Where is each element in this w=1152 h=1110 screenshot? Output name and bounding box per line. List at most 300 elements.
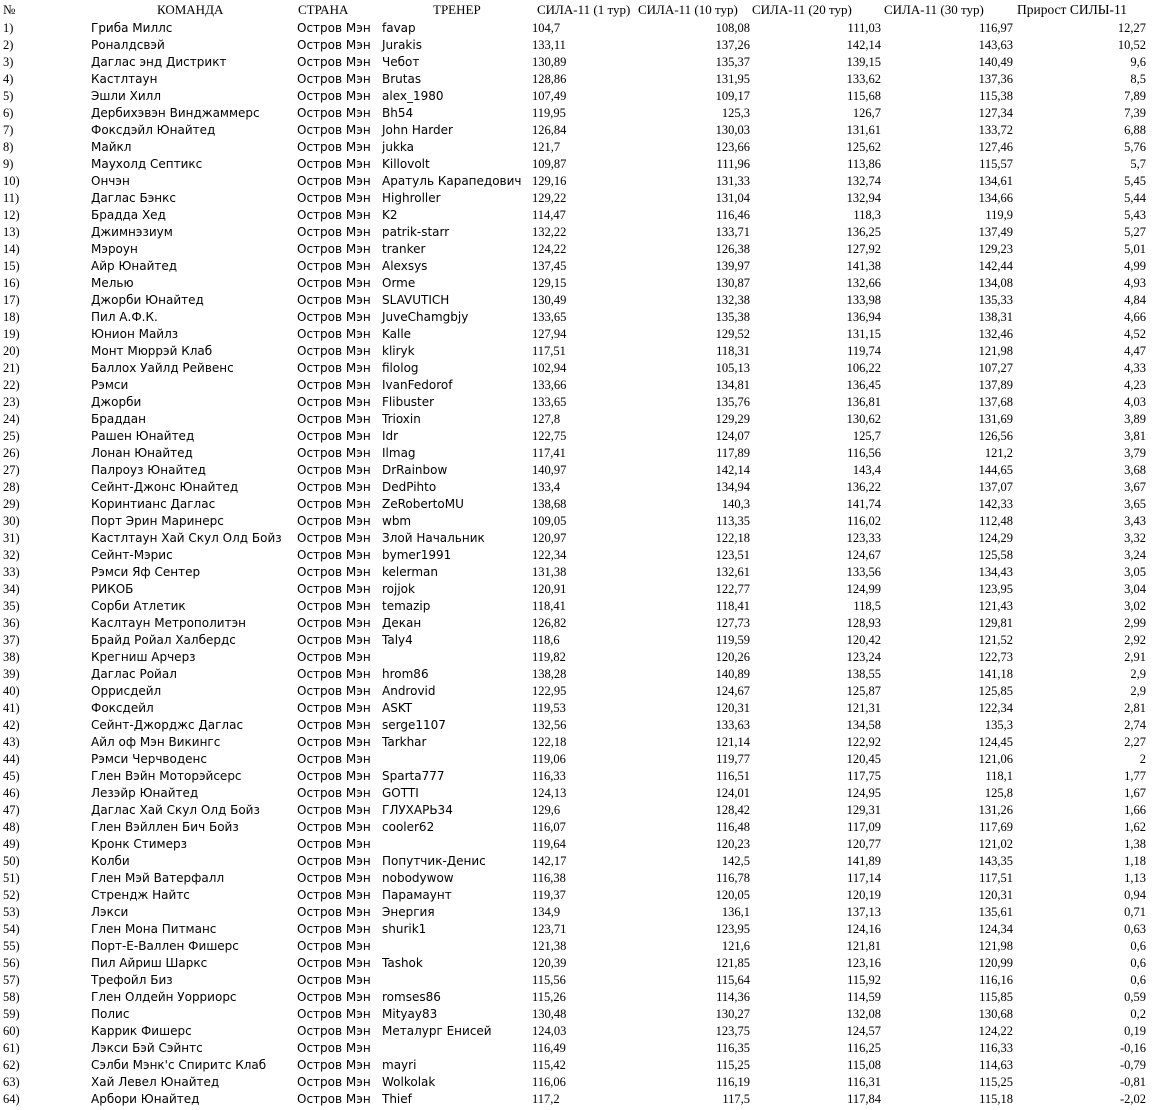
team-name: Джорби Юнайтед: [91, 293, 204, 307]
country: Остров Мэн: [297, 752, 371, 766]
strength-round-1: 115,56: [532, 973, 566, 987]
table-row: [0, 156, 1152, 173]
strength-round-10: 126,38: [715, 242, 750, 256]
country: Остров Мэн: [297, 123, 371, 137]
country: Остров Мэн: [297, 718, 371, 732]
table-row: [0, 632, 1152, 649]
strength-round-30: 135,3: [984, 718, 1013, 732]
country: Остров Мэн: [297, 140, 371, 154]
country: Остров Мэн: [297, 650, 371, 664]
team-name: Глен Вэйн Моторэйсерс: [91, 769, 242, 783]
strength-round-30: 118,1: [985, 769, 1013, 783]
strength-round-10: 116,51: [716, 769, 750, 783]
strength-gain: 5,01: [1124, 242, 1146, 256]
team-name: Эшли Хилл: [91, 89, 162, 103]
country: Остров Мэн: [297, 701, 371, 715]
team-name: Колби: [91, 854, 130, 868]
team-name: Пил А.Ф.К.: [91, 310, 158, 324]
strength-round-30: 131,69: [978, 412, 1013, 426]
header-strength-gain: Прирост СИЛЫ-11: [1017, 2, 1128, 17]
strength-gain: 0,94: [1124, 888, 1146, 902]
table-row: [0, 751, 1152, 768]
strength-round-10: 131,95: [715, 72, 750, 86]
country: Остров Мэн: [297, 327, 371, 341]
team-name: Фоксдейл: [91, 701, 154, 715]
strength-round-30: 144,65: [978, 463, 1013, 477]
strength-round-10: 119,77: [716, 752, 750, 766]
strength-round-30: 137,36: [978, 72, 1013, 86]
country: Остров Мэн: [297, 888, 371, 902]
table-row: [0, 292, 1152, 309]
team-name: Порт-Е-Валлен Фишерс: [91, 939, 239, 953]
strength-round-10: 121,6: [721, 939, 750, 953]
country: Остров Мэн: [297, 72, 371, 86]
team-name: Лезэйр Юнайтед: [91, 786, 199, 800]
strength-round-1: 104,7: [532, 21, 561, 35]
strength-gain: 0,59: [1124, 990, 1146, 1004]
strength-round-10: 130,87: [715, 276, 750, 290]
row-number: 60): [3, 1024, 20, 1038]
strength-round-20: 132,94: [846, 191, 881, 205]
table-row: [0, 20, 1152, 37]
row-number: 40): [3, 684, 20, 698]
country: Остров Мэн: [297, 599, 371, 613]
strength-round-20: 139,15: [846, 55, 881, 69]
country: Остров Мэн: [297, 21, 371, 35]
strength-round-20: 121,31: [846, 701, 881, 715]
row-number: 9): [3, 157, 14, 171]
country: Остров Мэн: [297, 803, 371, 817]
strength-gain: 0,6: [1130, 939, 1146, 953]
strength-round-1: 119,53: [532, 701, 566, 715]
strength-round-1: 127,94: [532, 327, 567, 341]
coach-name: jukka: [382, 140, 414, 154]
strength-round-1: 122,75: [532, 429, 567, 443]
strength-round-1: 132,56: [532, 718, 567, 732]
strength-round-20: 115,08: [847, 1058, 881, 1072]
strength-gain: 2,81: [1124, 701, 1146, 715]
table-row: [0, 955, 1152, 972]
strength-round-1: 116,38: [532, 871, 566, 885]
strength-round-30: 120,31: [978, 888, 1013, 902]
strength-round-30: 129,23: [978, 242, 1013, 256]
strength-round-1: 133,4: [532, 480, 561, 494]
country: Остров Мэн: [297, 735, 371, 749]
strength-round-30: 124,22: [978, 1024, 1013, 1038]
strength-round-30: 124,34: [978, 922, 1013, 936]
strength-gain: 2,27: [1124, 735, 1146, 749]
strength-round-30: 121,98: [978, 344, 1013, 358]
strength-round-20: 133,98: [846, 293, 881, 307]
strength-gain: 3,24: [1124, 548, 1146, 562]
coach-name: romses86: [382, 990, 441, 1004]
coach-name: wbm: [382, 514, 412, 528]
strength-gain: 0,6: [1130, 956, 1146, 970]
strength-round-20: 130,62: [846, 412, 881, 426]
strength-round-1: 116,06: [532, 1075, 566, 1089]
strength-gain: 3,79: [1124, 446, 1146, 460]
strength-round-30: 115,57: [979, 157, 1013, 171]
strength-round-30: 130,68: [978, 1007, 1013, 1021]
strength-gain: 0,63: [1124, 922, 1146, 936]
strength-round-10: 135,38: [715, 310, 750, 324]
strength-round-1: 109,05: [532, 514, 567, 528]
table-row: [0, 122, 1152, 139]
coach-name: Androvid: [382, 684, 436, 698]
strength-round-20: 131,15: [846, 327, 881, 341]
row-number: 10): [3, 174, 20, 188]
strength-round-30: 126,56: [978, 429, 1013, 443]
strength-round-10: 108,08: [715, 21, 750, 35]
strength-gain: 1,66: [1124, 803, 1146, 817]
strength-round-30: 140,49: [978, 55, 1013, 69]
table-row: [0, 496, 1152, 513]
coach-name: DedPihto: [382, 480, 437, 494]
strength-round-10: 115,64: [716, 973, 750, 987]
strength-gain: 2,92: [1124, 633, 1146, 647]
strength-round-1: 133,65: [532, 395, 567, 409]
strength-round-10: 124,67: [715, 684, 750, 698]
strength-gain: 2,91: [1124, 650, 1146, 664]
team-name: Глен Мэй Ватерфалл: [91, 871, 225, 885]
strength-round-1: 116,07: [532, 820, 566, 834]
strength-gain: 2,74: [1124, 718, 1146, 732]
team-name: Лэкси: [91, 905, 129, 919]
strength-round-1: 119,06: [532, 752, 566, 766]
strength-round-1: 130,48: [532, 1007, 567, 1021]
strength-round-1: 129,16: [532, 174, 567, 188]
row-number: 24): [3, 412, 20, 426]
strength-round-30: 137,68: [978, 395, 1013, 409]
row-number: 38): [3, 650, 20, 664]
strength-round-30: 135,61: [978, 905, 1013, 919]
strength-round-20: 132,74: [846, 174, 881, 188]
country: Остров Мэн: [297, 497, 371, 511]
strength-round-10: 125,3: [721, 106, 750, 120]
row-number: 3): [3, 55, 14, 69]
strength-round-20: 123,33: [846, 531, 881, 545]
team-name: Кастлтаун: [91, 72, 158, 86]
row-number: 30): [3, 514, 20, 528]
strength-gain: 1,18: [1124, 854, 1146, 868]
row-number: 14): [3, 242, 20, 256]
row-number: 29): [3, 497, 20, 511]
strength-round-20: 124,99: [846, 582, 881, 596]
country: Остров Мэн: [297, 922, 371, 936]
country: Остров Мэн: [297, 174, 371, 188]
table-row: [0, 462, 1152, 479]
strength-round-20: 132,66: [846, 276, 881, 290]
strength-round-10: 132,38: [715, 293, 750, 307]
strength-round-1: 115,42: [532, 1058, 566, 1072]
country: Остров Мэн: [297, 1007, 371, 1021]
team-name: Даглас Хай Скул Олд Бойз: [91, 803, 260, 817]
coach-name: Highroller: [382, 191, 441, 205]
team-name: Лэкси Бэй Сэйнтс: [91, 1041, 203, 1055]
team-name: Рэмси Яф Сентер: [91, 565, 201, 579]
strength-round-1: 120,39: [532, 956, 567, 970]
table-row: [0, 513, 1152, 530]
strength-gain: 2,9: [1130, 667, 1146, 681]
strength-round-20: 143,4: [852, 463, 881, 477]
strength-round-20: 115,68: [847, 89, 881, 103]
strength-round-20: 117,84: [847, 1092, 881, 1106]
table-row: [0, 819, 1152, 836]
table-row: [0, 1023, 1152, 1040]
strength-gain: 5,27: [1124, 225, 1146, 239]
team-name: Глен Олдейн Уорриорс: [91, 990, 237, 1004]
coach-name: nobodywow: [382, 871, 454, 885]
strength-round-10: 129,52: [715, 327, 750, 341]
strength-round-1: 121,7: [532, 140, 561, 154]
strength-round-30: 134,43: [978, 565, 1013, 579]
strength-round-30: 142,33: [978, 497, 1013, 511]
row-number: 35): [3, 599, 20, 613]
strength-round-10: 114,36: [716, 990, 750, 1004]
strength-round-1: 118,41: [532, 599, 566, 613]
strength-round-1: 114,47: [532, 208, 566, 222]
header-team: КОМАНДА: [157, 2, 224, 17]
strength-round-30: 122,34: [978, 701, 1013, 715]
strength-round-30: 115,85: [979, 990, 1013, 1004]
strength-round-10: 137,26: [715, 38, 750, 52]
strength-gain: 3,43: [1124, 514, 1146, 528]
header-coach: ТРЕНЕР: [433, 2, 481, 17]
strength-round-1: 130,89: [532, 55, 567, 69]
strength-round-1: 116,33: [532, 769, 566, 783]
strength-gain: -0,16: [1119, 1041, 1146, 1055]
team-name: Сейнт-Мэрис: [91, 548, 173, 562]
strength-round-10: 115,25: [716, 1058, 750, 1072]
strength-round-1: 132,22: [532, 225, 567, 239]
strength-round-30: 127,46: [978, 140, 1013, 154]
strength-round-1: 117,2: [532, 1092, 560, 1106]
coach-name: Tashok: [382, 956, 423, 970]
strength-gain: 12,27: [1117, 21, 1146, 35]
country: Остров Мэн: [297, 854, 371, 868]
team-name: Глен Вэйллен Бич Бойз: [91, 820, 239, 834]
row-number: 31): [3, 531, 20, 545]
strength-round-10: 116,46: [716, 208, 750, 222]
strength-round-1: 142,17: [532, 854, 567, 868]
country: Остров Мэн: [297, 1058, 371, 1072]
country: Остров Мэн: [297, 1024, 371, 1038]
strength-round-10: 142,5: [721, 854, 750, 868]
strength-gain: 4,47: [1124, 344, 1146, 358]
team-name: Порт Эрин Маринерс: [91, 514, 224, 528]
row-number: 13): [3, 225, 20, 239]
strength-round-1: 129,15: [532, 276, 567, 290]
coach-name: cooler62: [382, 820, 435, 834]
country: Остров Мэн: [297, 565, 371, 579]
strength-round-20: 116,02: [847, 514, 881, 528]
strength-round-10: 123,66: [715, 140, 750, 154]
strength-round-10: 136,1: [721, 905, 750, 919]
table-row: [0, 394, 1152, 411]
team-name: Оррисдейл: [91, 684, 162, 698]
strength-round-10: 132,61: [715, 565, 750, 579]
strength-round-20: 142,14: [846, 38, 881, 52]
strength-round-10: 105,13: [715, 361, 750, 375]
strength-round-1: 117,51: [532, 344, 566, 358]
row-number: 20): [3, 344, 20, 358]
strength-round-30: 137,89: [978, 378, 1013, 392]
row-number: 37): [3, 633, 20, 647]
strength-round-1: 115,26: [532, 990, 566, 1004]
strength-round-20: 120,19: [846, 888, 881, 902]
table-row: [0, 479, 1152, 496]
table-row: [0, 938, 1152, 955]
strength-round-30: 115,25: [979, 1075, 1013, 1089]
strength-round-10: 123,75: [715, 1024, 750, 1038]
coach-name: Энергия: [382, 905, 435, 919]
strength-round-1: 102,94: [532, 361, 567, 375]
strength-round-20: 123,24: [846, 650, 881, 664]
team-name: Ончэн: [91, 174, 130, 188]
strength-round-1: 129,22: [532, 191, 567, 205]
strength-round-10: 123,95: [715, 922, 750, 936]
country: Остров Мэн: [297, 361, 371, 375]
team-name: Палроуз Юнайтед: [91, 463, 206, 477]
coach-name: Аратуль Карапедович: [382, 174, 522, 188]
team-name: Юнион Майлз: [91, 327, 179, 341]
table-row: [0, 411, 1152, 428]
team-name: Рэмси Черчводенс: [91, 752, 207, 766]
team-name: Даглас энд Дистрикт: [91, 55, 227, 69]
strength-round-20: 116,56: [847, 446, 881, 460]
country: Остров Мэн: [297, 667, 371, 681]
coach-name: Killovolt: [382, 157, 430, 171]
strength-round-1: 119,82: [532, 650, 566, 664]
strength-round-20: 127,92: [846, 242, 881, 256]
strength-round-10: 130,27: [715, 1007, 750, 1021]
table-row: [0, 1057, 1152, 1074]
country: Остров Мэн: [297, 905, 371, 919]
strength-gain: 0,71: [1124, 905, 1146, 919]
strength-round-20: 136,45: [846, 378, 881, 392]
strength-round-30: 141,18: [978, 667, 1013, 681]
row-number: 57): [3, 973, 20, 987]
team-name: Майкл: [91, 140, 132, 154]
row-number: 19): [3, 327, 20, 341]
row-number: 53): [3, 905, 20, 919]
strength-round-10: 116,19: [716, 1075, 750, 1089]
strength-round-30: 112,48: [979, 514, 1013, 528]
row-number: 58): [3, 990, 20, 1004]
team-name: Мелью: [91, 276, 134, 290]
strength-round-30: 107,27: [978, 361, 1013, 375]
strength-round-10: 120,05: [715, 888, 750, 902]
strength-round-10: 133,63: [715, 718, 750, 732]
strength-round-20: 116,25: [847, 1041, 881, 1055]
strength-round-30: 137,07: [978, 480, 1013, 494]
team-name: Мэроун: [91, 242, 138, 256]
row-number: 50): [3, 854, 20, 868]
strength-round-1: 124,13: [532, 786, 567, 800]
coach-name: Trioxin: [382, 412, 421, 426]
strength-round-10: 127,73: [715, 616, 750, 630]
strength-round-1: 138,28: [532, 667, 567, 681]
coach-name: Sparta777: [382, 769, 445, 783]
table-row: [0, 241, 1152, 258]
strength-round-10: 117,89: [716, 446, 750, 460]
row-number: 41): [3, 701, 20, 715]
coach-name: Парамаунт: [382, 888, 452, 902]
coach-name: kliryk: [382, 344, 415, 358]
coach-name: Mityay83: [382, 1007, 438, 1021]
strength-round-10: 123,51: [715, 548, 750, 562]
table-row: [0, 785, 1152, 802]
strength-round-20: 117,09: [847, 820, 881, 834]
coach-name: favap: [382, 21, 416, 35]
strength-round-1: 118,6: [532, 633, 560, 647]
strength-gain: 3,81: [1124, 429, 1146, 443]
country: Остров Мэн: [297, 429, 371, 443]
strength-round-30: 127,34: [978, 106, 1013, 120]
row-number: 49): [3, 837, 20, 851]
coach-name: Tarkhar: [382, 735, 427, 749]
strength-round-20: 132,08: [846, 1007, 881, 1021]
strength-round-1: 128,86: [532, 72, 567, 86]
country: Остров Мэн: [297, 786, 371, 800]
country: Остров Мэн: [297, 514, 371, 528]
header-row: [0, 0, 1152, 20]
strength-round-20: 124,57: [846, 1024, 881, 1038]
country: Остров Мэн: [297, 55, 371, 69]
country: Остров Мэн: [297, 1041, 371, 1055]
row-number: 48): [3, 820, 20, 834]
row-number: 44): [3, 752, 20, 766]
strength-round-20: 114,59: [847, 990, 881, 1004]
row-number: 39): [3, 667, 20, 681]
strength-gain: 5,44: [1124, 191, 1146, 205]
strength-round-30: 125,58: [978, 548, 1013, 562]
strength-round-10: 111,96: [716, 157, 750, 171]
row-number: 42): [3, 718, 20, 732]
strength-round-20: 137,13: [846, 905, 881, 919]
strength-gain: 2: [1139, 752, 1146, 766]
row-number: 7): [3, 123, 14, 137]
country: Остров Мэн: [297, 1092, 371, 1106]
team-name: Арбори Юнайтед: [91, 1092, 200, 1106]
team-name: Коринтианс Даглас: [91, 497, 216, 511]
strength-round-10: 122,77: [715, 582, 750, 596]
strength-round-20: 131,61: [846, 123, 881, 137]
country: Остров Мэн: [297, 446, 371, 460]
strength-gain: 3,32: [1124, 531, 1146, 545]
strength-round-30: 134,61: [978, 174, 1013, 188]
coach-name: serge1107: [382, 718, 446, 732]
row-number: 51): [3, 871, 20, 885]
country: Остров Мэн: [297, 38, 371, 52]
country: Остров Мэн: [297, 820, 371, 834]
strength-round-1: 107,49: [532, 89, 567, 103]
table-row: [0, 1006, 1152, 1023]
strength-round-10: 118,31: [716, 344, 750, 358]
country: Остров Мэн: [297, 939, 371, 953]
table-row: [0, 615, 1152, 632]
table-row: [0, 836, 1152, 853]
strength-round-30: 121,2: [984, 446, 1013, 460]
strength-round-30: 143,35: [978, 854, 1013, 868]
row-number: 34): [3, 582, 20, 596]
team-name: Стрендж Найтс: [91, 888, 190, 902]
strength-gain: 7,39: [1124, 106, 1146, 120]
strength-round-30: 124,45: [978, 735, 1013, 749]
table-row: [0, 88, 1152, 105]
team-name: Лонан Юнайтед: [91, 446, 193, 460]
coach-name: JuveChamgbjy: [382, 310, 469, 324]
